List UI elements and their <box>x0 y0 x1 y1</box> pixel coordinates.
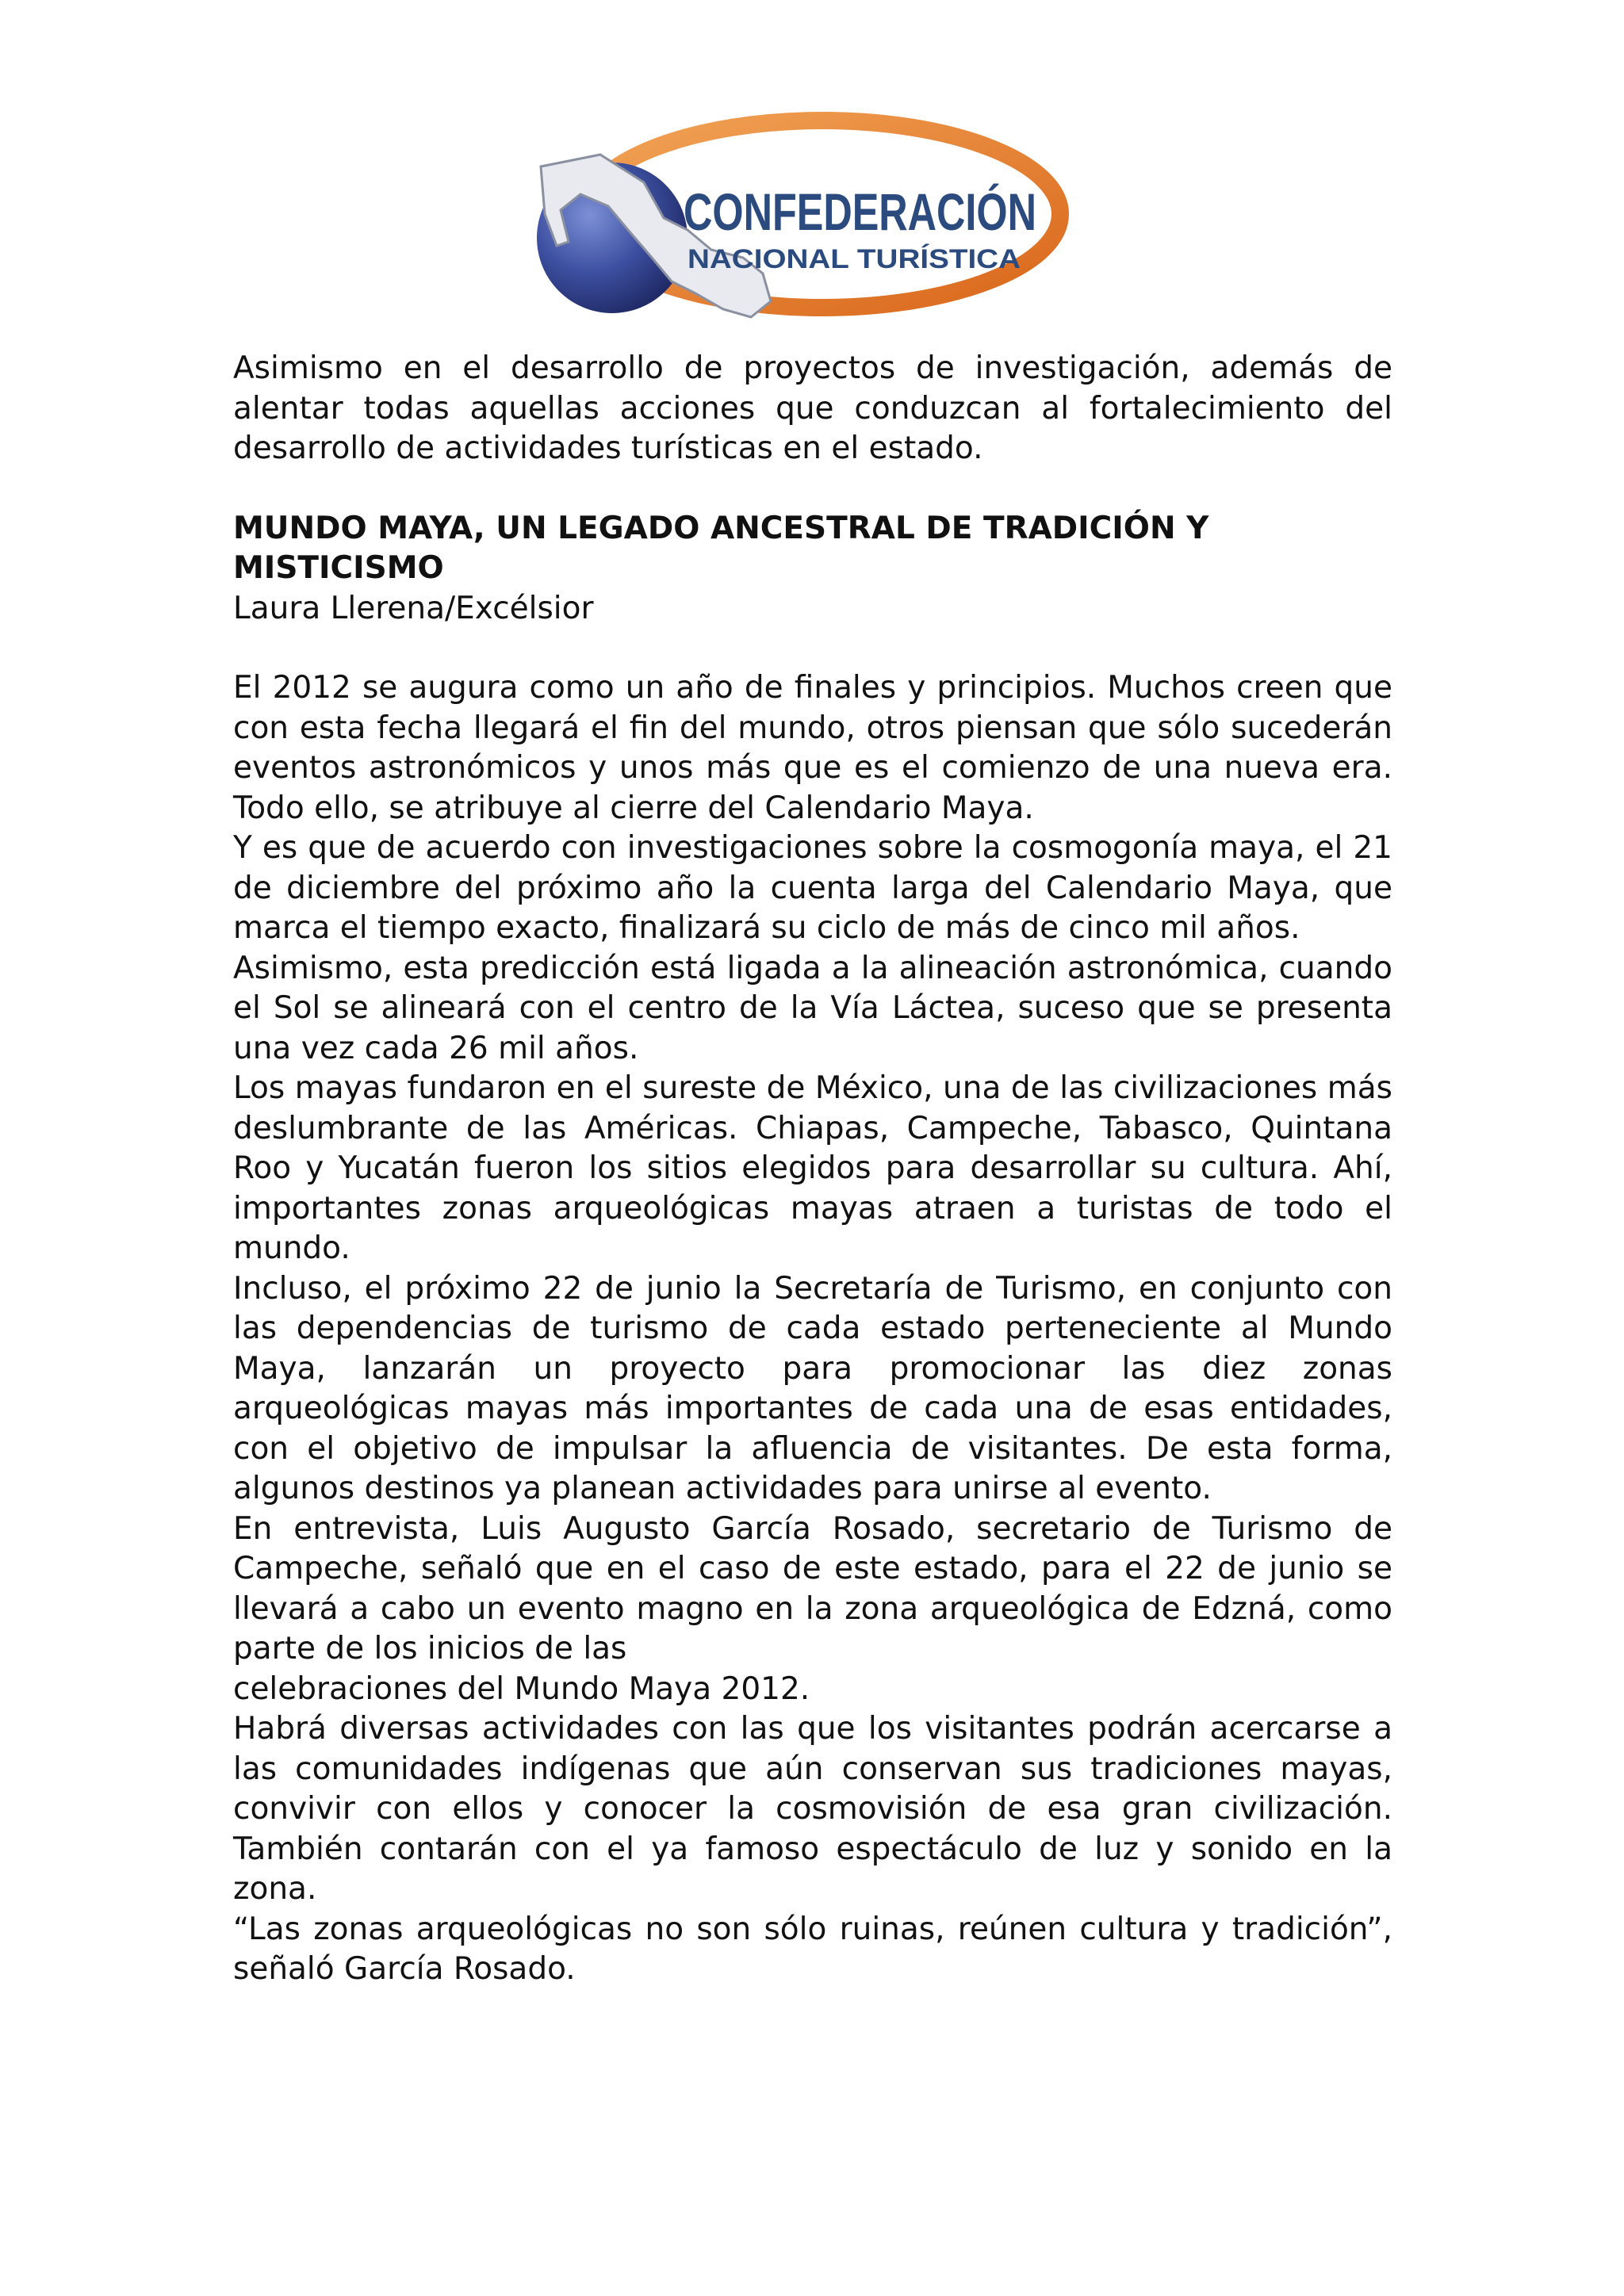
article-paragraph: El 2012 se augura como un año de finales y principios. Muchos creen que con esta fecha llegará el fin del mundo, otros piensan que sólo sucederán eventos astronómicos y unos más que es el comienzo de una nueva era. Todo ello, se atribuye al cierre del Calendario Maya. <box>233 670 1392 826</box>
article-paragraph: “Las zonas arqueológicas no son sólo ruinas, reúnen cultura y tradición”, señaló García Rosado. <box>233 1911 1392 1987</box>
intro-paragraph: Asimismo en el desarrollo de proyectos de investigación, además de alentar todas aquellas acciones que conduzcan al fortalecimiento del desarrollo de actividades turísticas en el estado. <box>233 350 1392 466</box>
confederacion-logo <box>525 111 1080 349</box>
logo-line2: NACIONAL TURÍSTICA <box>688 244 1021 274</box>
article-paragraph: Y es que de acuerdo con investigaciones sobre la cosmogonía maya, el 21 de diciembre del próximo año la cuenta larga del Calendario Maya, que marca el tiempo exacto, finalizará su ciclo de más de cinco mil años. <box>233 830 1392 946</box>
article-title: MUNDO MAYA, UN LEGADO ANCESTRAL DE TRADICIÓN Y MISTICISMO <box>233 510 1209 586</box>
article-paragraph: Habrá diversas actividades con las que los visitantes podrán acercarse a las comunidades indígenas que aún conservan sus tradiciones mayas, convivir con ellos y conocer la cosmovisión de esa gran civilización. También contarán con el ya famoso espectáculo de luz y sonido en la zona. <box>233 1711 1392 1907</box>
article-paragraph: En entrevista, Luis Augusto García Rosado, secretario de Turismo de Campeche, señaló que en el caso de este estado, para el 22 de junio se llevará a cabo un evento magno en la zona arqueológica de Edzná, como parte de los inicios de las <box>233 1510 1392 1667</box>
logo-graphic <box>525 111 1080 349</box>
article-byline: Laura Llerena/Excélsior <box>233 590 594 626</box>
article-paragraph: Los mayas fundaron en el sureste de México, una de las civilizaciones más deslumbrante de las Américas. Chiapas, Campeche, Tabasco, Quintana Roo y Yucatán fueron los sitios elegidos para desarrollar su cultura. Ahí, importantes zonas arqueológicas mayas atraen a turistas de todo el mundo. <box>233 1070 1392 1266</box>
article-paragraph: Incluso, el próximo 22 de junio la Secretaría de Turismo, en conjunto con las dependencias de turismo de cada estado perteneciente al Mundo Maya, lanzarán un proyecto para promocionar las diez zonas arqueológicas mayas más importantes de cada una de esas entidades, con el objetivo de impulsar la afluencia de visitantes. De esta forma, algunos destinos ya planean actividades para unirse al evento. <box>233 1270 1392 1506</box>
article-paragraph: Asimismo, esta predicción está ligada a la alineación astronómica, cuando el Sol se alineará con el centro de la Vía Láctea, suceso que se presenta una vez cada 26 mil años. <box>233 950 1392 1066</box>
document-body <box>233 349 1392 1990</box>
logo-line1: CONFEDERACIÓN <box>684 182 1036 241</box>
article-paragraph: celebraciones del Mundo Maya 2012. <box>233 1670 810 1707</box>
